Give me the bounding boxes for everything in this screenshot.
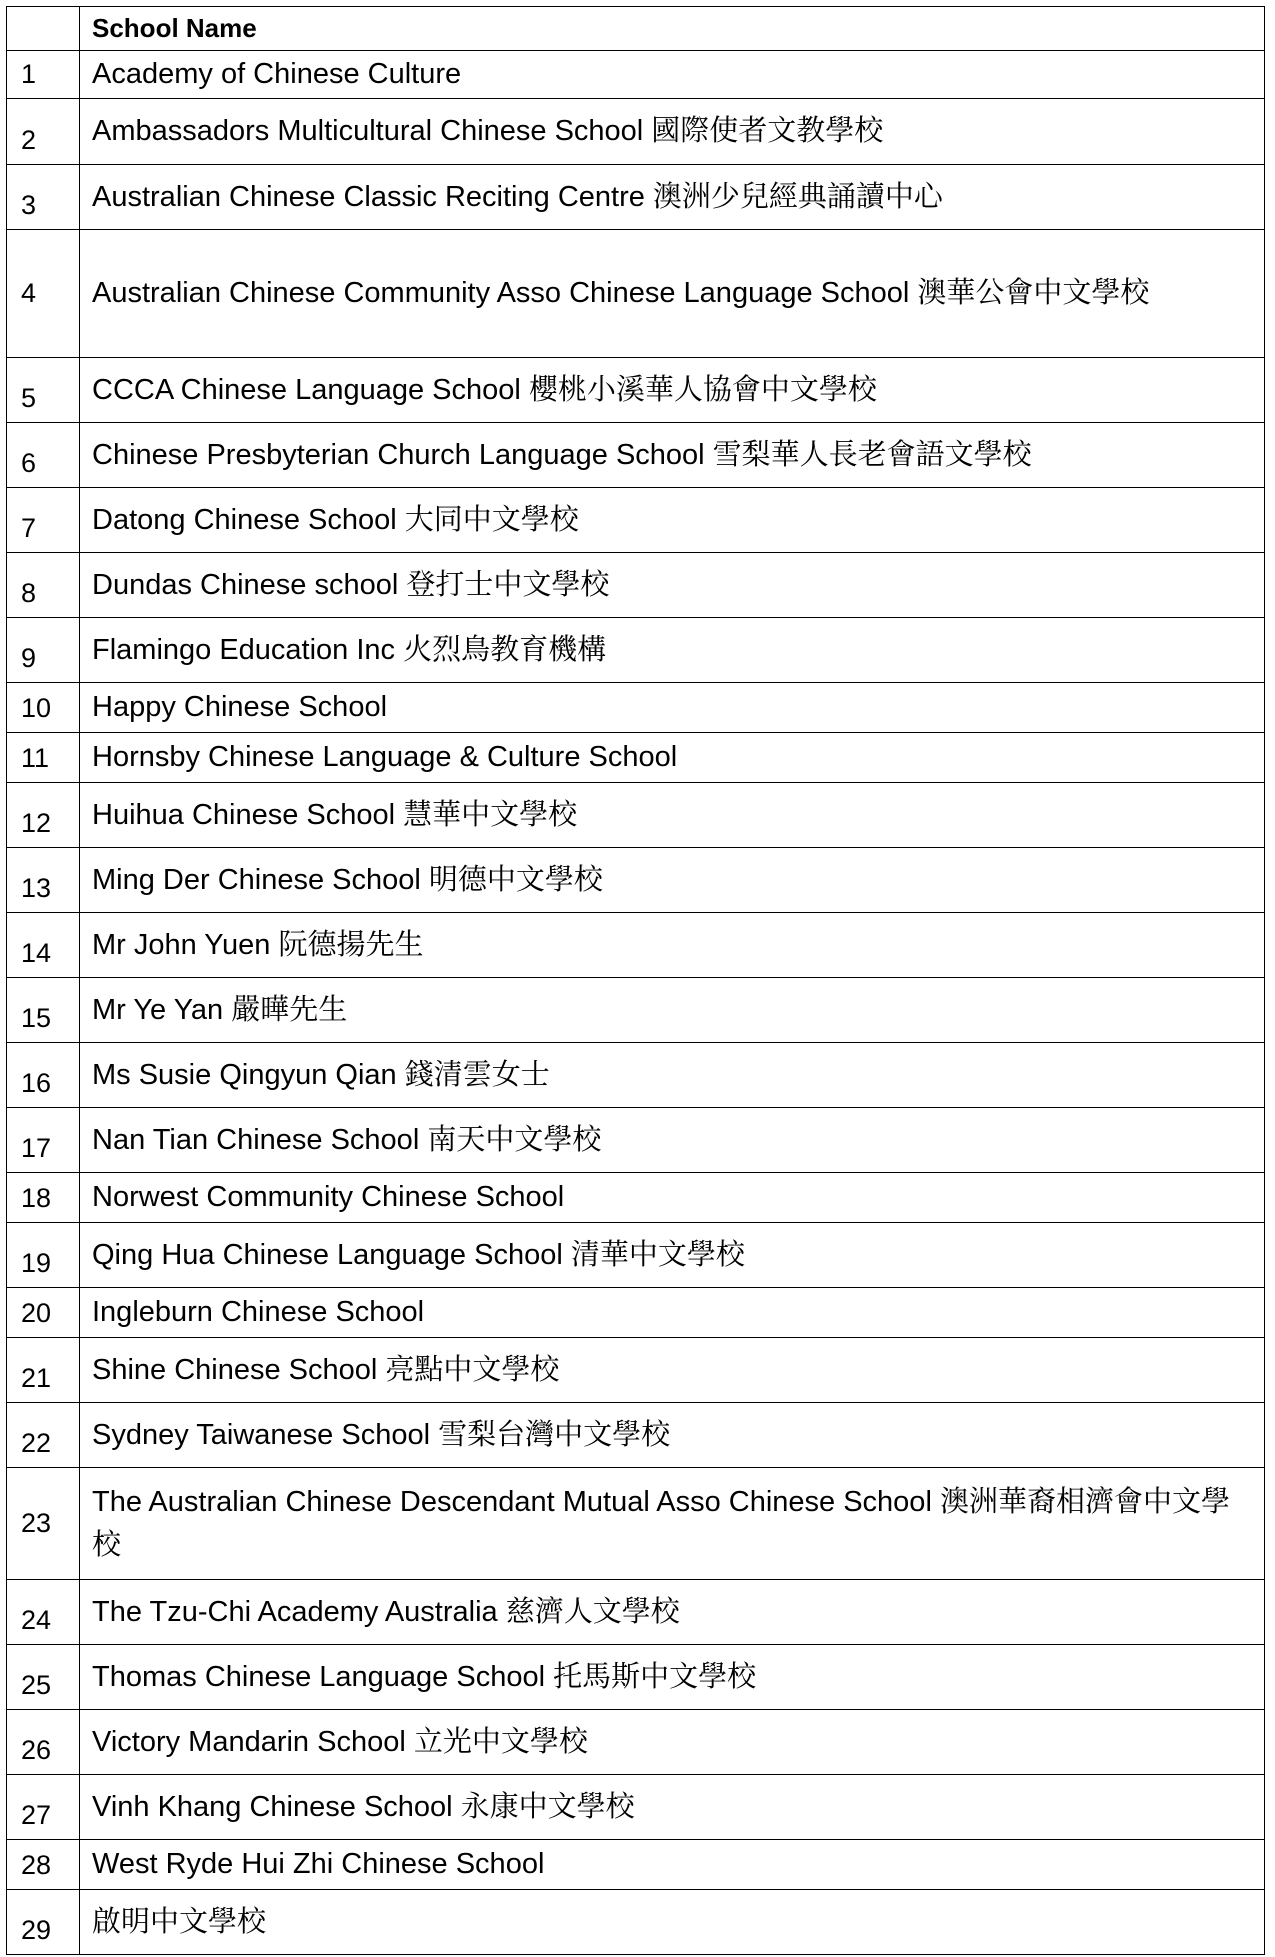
table-row [7, 51, 1265, 99]
table-row [7, 99, 1265, 165]
table-row [7, 553, 1265, 618]
school-name-cell: Academy of Chinese Culture [80, 51, 1265, 99]
school-name-cell: Ms Susie Qingyun Qian 錢清雲女士 [80, 1043, 1265, 1108]
school-name-cell: Ambassadors Multicultural Chinese School 國際使者文教學校 [80, 99, 1265, 165]
table-row [7, 1108, 1265, 1173]
row-number-cell: 17 [7, 1108, 80, 1173]
school-name-cell: The Australian Chinese Descendant Mutual Asso Chinese School 澳洲華裔相濟會中文學校 [80, 1468, 1265, 1580]
school-name-cell: Norwest Community Chinese School [80, 1173, 1265, 1223]
row-number-cell: 6 [7, 423, 80, 488]
number-column-header [7, 7, 80, 51]
school-name-column-header: School Name [80, 7, 1265, 51]
row-number-cell: 7 [7, 488, 80, 553]
table-row [7, 1580, 1265, 1645]
table-row [7, 1710, 1265, 1775]
table-row [7, 733, 1265, 783]
row-number-cell: 19 [7, 1223, 80, 1288]
row-number-cell: 25 [7, 1645, 80, 1710]
table-row [7, 1468, 1265, 1580]
school-table [6, 6, 1265, 1955]
school-name-cell: Mr Ye Yan 嚴曄先生 [80, 978, 1265, 1043]
table-row [7, 423, 1265, 488]
row-number-cell: 21 [7, 1338, 80, 1403]
school-name-cell: Datong Chinese School 大同中文學校 [80, 488, 1265, 553]
row-number-cell: 16 [7, 1043, 80, 1108]
table-row [7, 978, 1265, 1043]
row-number-cell: 24 [7, 1580, 80, 1645]
row-number-cell: 4 [7, 230, 80, 358]
school-name-cell: Dundas Chinese school 登打士中文學校 [80, 553, 1265, 618]
table-row [7, 1775, 1265, 1840]
school-name-cell: Huihua Chinese School 慧華中文學校 [80, 783, 1265, 848]
row-number-cell: 14 [7, 913, 80, 978]
school-name-cell: Shine Chinese School 亮點中文學校 [80, 1338, 1265, 1403]
row-number-cell: 9 [7, 618, 80, 683]
table-row [7, 1043, 1265, 1108]
school-name-cell: Hornsby Chinese Language & Culture School [80, 733, 1265, 783]
row-number-cell: 18 [7, 1173, 80, 1223]
school-name-cell: The Tzu-Chi Academy Australia 慈濟人文學校 [80, 1580, 1265, 1645]
school-name-cell: Flamingo Education Inc 火烈鳥教育機構 [80, 618, 1265, 683]
row-number-cell: 22 [7, 1403, 80, 1468]
row-number-cell: 3 [7, 165, 80, 230]
row-number-cell: 2 [7, 99, 80, 165]
school-name-cell: CCCA Chinese Language School 櫻桃小溪華人協會中文學校 [80, 358, 1265, 423]
row-number-cell: 13 [7, 848, 80, 913]
table-row [7, 1890, 1265, 1955]
table-row [7, 1645, 1265, 1710]
school-name-cell: West Ryde Hui Zhi Chinese School [80, 1840, 1265, 1890]
school-name-cell: Happy Chinese School [80, 683, 1265, 733]
table-row [7, 618, 1265, 683]
school-name-cell: Vinh Khang Chinese School 永康中文學校 [80, 1775, 1265, 1840]
table-row [7, 488, 1265, 553]
table-row [7, 1288, 1265, 1338]
row-number-cell: 8 [7, 553, 80, 618]
table-row [7, 848, 1265, 913]
school-name-cell: Nan Tian Chinese School 南天中文學校 [80, 1108, 1265, 1173]
school-name-cell: Sydney Taiwanese School 雪梨台灣中文學校 [80, 1403, 1265, 1468]
table-row [7, 783, 1265, 848]
school-name-cell: Australian Chinese Classic Reciting Centre 澳洲少兒經典誦讀中心 [80, 165, 1265, 230]
school-name-cell: Thomas Chinese Language School 托馬斯中文學校 [80, 1645, 1265, 1710]
table-row [7, 230, 1265, 358]
school-name-cell: Mr John Yuen 阮德揚先生 [80, 913, 1265, 978]
school-name-cell: Ingleburn Chinese School [80, 1288, 1265, 1338]
table-row [7, 1223, 1265, 1288]
table-row [7, 1173, 1265, 1223]
school-name-cell: Chinese Presbyterian Church Language School 雪梨華人長老會語文學校 [80, 423, 1265, 488]
table-row [7, 358, 1265, 423]
row-number-cell: 28 [7, 1840, 80, 1890]
school-name-cell: Australian Chinese Community Asso Chinese Language School 澳華公會中文學校 [80, 230, 1265, 358]
row-number-cell: 15 [7, 978, 80, 1043]
table-row [7, 165, 1265, 230]
table-row [7, 1840, 1265, 1890]
row-number-cell: 11 [7, 733, 80, 783]
table-row [7, 1403, 1265, 1468]
table-header-row [7, 7, 1265, 51]
row-number-cell: 12 [7, 783, 80, 848]
school-name-cell: Victory Mandarin School 立光中文學校 [80, 1710, 1265, 1775]
row-number-cell: 29 [7, 1890, 80, 1955]
row-number-cell: 26 [7, 1710, 80, 1775]
row-number-cell: 20 [7, 1288, 80, 1338]
row-number-cell: 23 [7, 1468, 80, 1580]
row-number-cell: 5 [7, 358, 80, 423]
school-name-cell: Ming Der Chinese School 明德中文學校 [80, 848, 1265, 913]
row-number-cell: 27 [7, 1775, 80, 1840]
table-row [7, 913, 1265, 978]
table-row [7, 1338, 1265, 1403]
row-number-cell: 1 [7, 51, 80, 99]
row-number-cell: 10 [7, 683, 80, 733]
table-row [7, 683, 1265, 733]
school-name-cell: 啟明中文學校 [80, 1890, 1265, 1955]
table-body [7, 51, 1265, 1955]
school-name-cell: Qing Hua Chinese Language School 清華中文學校 [80, 1223, 1265, 1288]
